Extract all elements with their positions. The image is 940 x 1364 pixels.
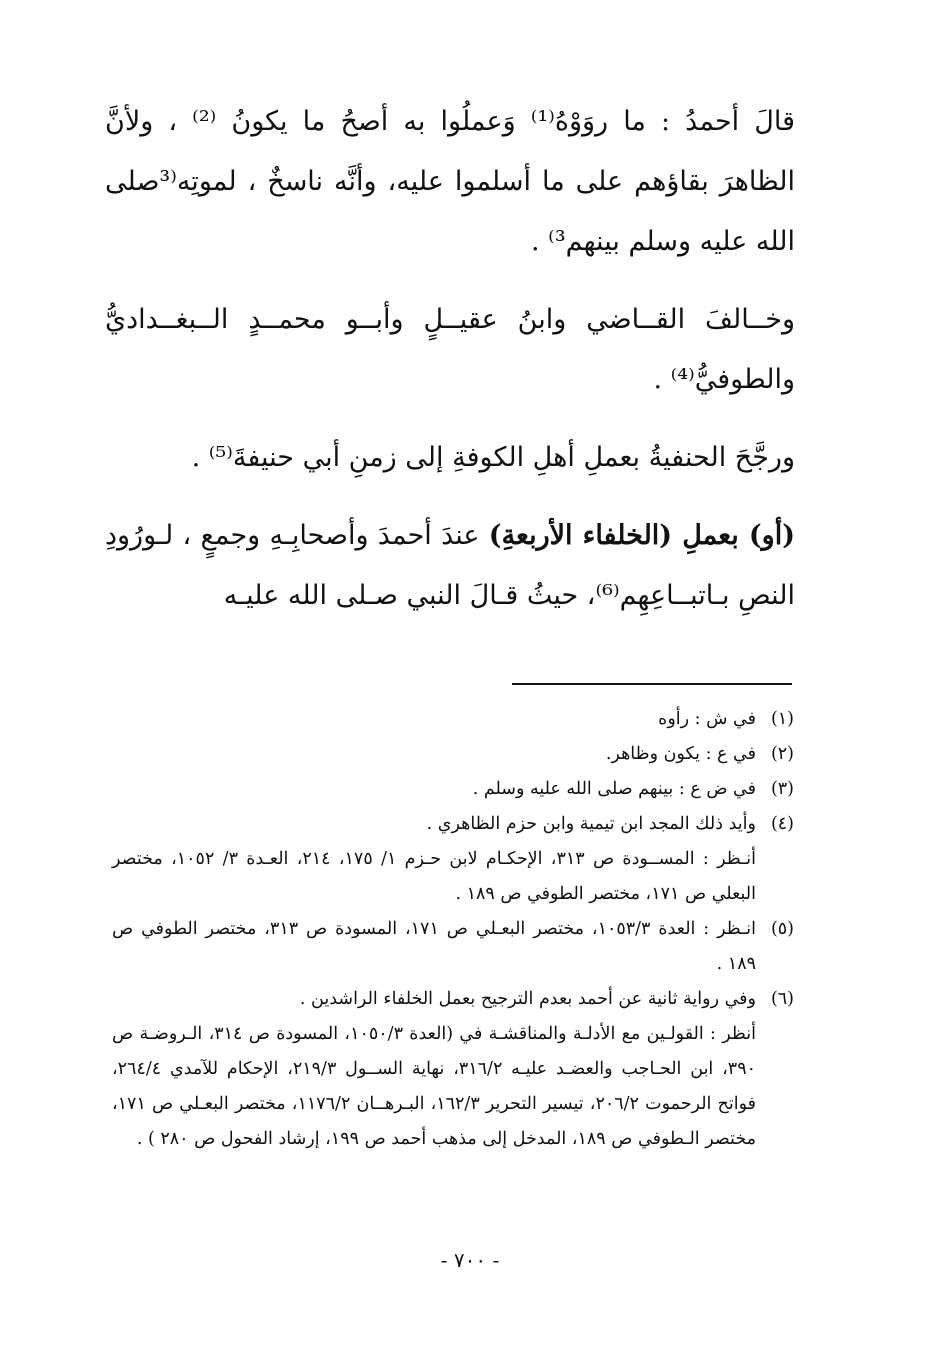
paragraph-1: قالَ أحمدُ : ما روَوْهُ⁽¹⁾ وَعملُوا به أصحُ ما يكونُ ⁽²⁾ ، ولأنَّ الظاهرَ بقاؤهم على ما أسلموا عليه، وأنَّه ناسخٌ ، لموتِه⁽³صلى الله عليه وسلم بينهم³⁾ . (105, 106, 795, 257)
footnote-line: في ع : يكون وظاهر. (605, 744, 756, 764)
footnote-line: أنـظر : المســودة ص ٣١٣، الإحكـام لابن حـزم ١/ ١٧٥، ٢١٤، العـدة ٣/ ١٠٥٢، مختصر البعلي ص ١٧١، مختصر الطوفي ص ١٨٩ . (112, 849, 756, 904)
footnote-4 (112, 807, 794, 912)
paragraph-3: ورجَّحَ الحنفيةُ بعملِ أهلِ الكوفةِ إلى زمنِ أبي حنيفةَ⁽⁵⁾ . (191, 442, 795, 473)
paragraph-4-bold: (أو) بعملِ (الخلفاء الأربعةِ) (488, 520, 795, 551)
footnote-text (112, 702, 756, 737)
footnote-text (112, 772, 756, 807)
footnote-text (112, 912, 756, 982)
footnote-line: وأيد ذلك المجد ابن تيمية وابن حزم الظاهري . (426, 814, 756, 834)
page-number: - ٧٠٠ - (440, 1248, 500, 1272)
footnote-text (112, 982, 756, 1157)
footnote-3 (112, 772, 794, 807)
footnote-2 (112, 737, 794, 772)
footnote-number: (٥) (770, 919, 794, 939)
footnote-divider (512, 683, 792, 685)
footnote-line: وفي رواية ثانية عن أحمد بعدم الترجيح بعمل الخلفاء الراشدين . (299, 989, 756, 1009)
footnote-5 (112, 912, 794, 982)
footnote-text (112, 807, 756, 912)
footnotes (112, 702, 794, 1157)
footnote-line: أنظر : القولـين مع الأدلـة والمناقشـة في (العدة ١٠٥٠/٣، المسودة ص ٣١٤، الـروضـة ص ٣٩٠، ابن الحـاجب والعضـد عليـه ٣١٦/٢، نهاية الســول ٢١٩/٣، الإحكام للآمدي ٢٦٤/٤، فواتح الرحموت ٢٠٦/٢، تيسير التحرير ١٦٢/٣، البـرهــان ١١٧٦/٢، مختصر البعـلي ص ١٧١، مختصر الـطوفي ص ١٨٩، المدخل إلى مذهب أحمد ص ١٩٩، إرشاد الفحول ص ٢٨٠ ) . (112, 1024, 757, 1149)
footnote-line: في ض ع : بينهم صلى الله عليه وسلم . (472, 779, 756, 799)
footnote-number: (٢) (770, 744, 794, 764)
footnote-number: (٤) (770, 814, 794, 834)
footnote-number: (٣) (770, 779, 794, 799)
footnote-number: (١) (770, 709, 794, 729)
footnote-number: (٦) (770, 989, 794, 1009)
main-text (105, 92, 795, 644)
paragraph-2: وخــالفَ القــاضي وابنُ عقيــلٍ وأبــو محمــدٍ الــبغــداديُّ والطوفيُّ⁽⁴⁾ . (105, 304, 795, 395)
footnote-text (112, 737, 756, 772)
footnote-line: انـظر : العدة ١٠٥٣/٣، مختصر البعـلي ص ١٧١، المسودة ص ٣١٣، مختصر الطوفي ص ١٨٩ . (112, 919, 757, 974)
paragraph-4 (105, 506, 795, 626)
footnote-line: في ش : رأوه (658, 709, 756, 729)
footnote-1 (112, 702, 794, 737)
paragraph-4-text: عندَ أحمدَ وأصحابِـهِ وجمعٍ ، لـورُودِ النصِ بـاتبــاعِهِم⁽⁶⁾، حيثُ قـالَ النبي صـلى الله عليـه (105, 520, 795, 611)
footnote-6 (112, 982, 794, 1157)
